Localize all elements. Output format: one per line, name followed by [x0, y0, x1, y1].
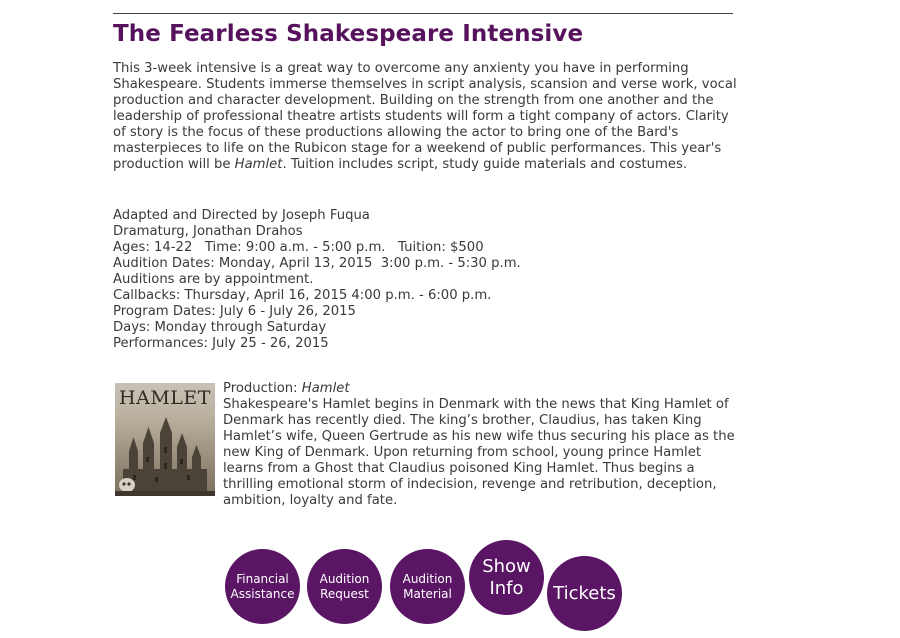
detail-audition-dates: Audition Dates: Monday, April 13, 2015 3:00 p.m. - 5:30 p.m.	[113, 256, 521, 271]
detail-ages-time-tuition: Ages: 14-22 Time: 9:00 a.m. - 5:00 p.m. Tuition: $500	[113, 240, 484, 255]
audition-material-button[interactable]	[390, 549, 465, 624]
detail-callbacks: Callbacks: Thursday, April 16, 2015 4:00 p.m. - 6:00 p.m.	[113, 288, 492, 303]
audition-request-line-2: Request	[320, 586, 369, 601]
detail-director: Adapted and Directed by Joseph Fuqua	[113, 208, 370, 223]
intro-text-start: This 3-week intensive is a great way to overcome any anxienty you have in performing Shakespeare. Students immerse themselves in script analysis, scansion and verse work, vocal production and character development. Building on the strength from one another and the leadership of professional theatre artists students will form a tight company of actors. Clarity of story is the focus of these productions allowing the actor to bring one of the Bard's masterpieces to life on the Rubicon stage for a weekend of public performances. This year's production will be	[113, 61, 737, 172]
audition-request-line-1: Audition	[319, 571, 370, 586]
audition-material-line-1: Audition	[402, 571, 453, 586]
program-details	[113, 208, 753, 352]
audition-material-line-2: Material	[403, 586, 452, 601]
show-info-label	[482, 556, 531, 600]
financial-assistance-button[interactable]	[225, 549, 300, 624]
poster-title: HAMLET	[119, 387, 211, 409]
detail-dramaturg: Dramaturg, Jonathan Drahos	[113, 224, 303, 239]
production-heading	[223, 381, 738, 397]
top-divider	[113, 13, 733, 14]
hamlet-poster-image	[115, 383, 215, 496]
financial-assistance-label	[231, 572, 295, 602]
financial-assistance-line-1: Financial	[236, 571, 289, 586]
tickets-label	[553, 583, 616, 605]
intro-paragraph	[113, 61, 738, 173]
audition-request-label	[320, 572, 370, 602]
detail-program-dates: Program Dates: July 6 - July 26, 2015	[113, 304, 356, 319]
tickets-button[interactable]	[547, 556, 622, 631]
production-play-title: Hamlet	[301, 381, 350, 396]
detail-days: Days: Monday through Saturday	[113, 320, 327, 335]
production-synopsis: Shakespeare's Hamlet begins in Denmark with the news that King Hamlet of Denmark has recently died. The king’s brother, Claudius, has taken King Hamlet’s wife, Queen Gertrude as his new wife thus securing his place as the new King of Denmark. Upon returning from school, young prince Hamlet learns from a Ghost that Claudius poisoned King Hamlet. Thus begins a thrilling emotional storm of indecision, revenge and retribution, deception, ambition, loyalty and fate.	[223, 397, 735, 508]
detail-performances: Performances: July 25 - 26, 2015	[113, 336, 329, 351]
audition-material-label	[403, 572, 453, 602]
production-block	[223, 381, 738, 509]
detail-appointment-note: Auditions are by appointment.	[113, 272, 314, 287]
show-info-line-2: Info	[489, 577, 524, 599]
financial-assistance-line-2: Assistance	[230, 586, 295, 601]
page-title: The Fearless Shakespeare Intensive	[113, 21, 584, 47]
intro-play-title: Hamlet	[234, 157, 283, 172]
intro-text-end: . Tuition includes script, study guide materials and costumes.	[282, 157, 688, 172]
production-label: Production:	[223, 381, 302, 396]
audition-request-button[interactable]	[307, 549, 382, 624]
show-info-line-1: Show	[482, 555, 531, 577]
tickets-line-1: Tickets	[553, 582, 616, 604]
show-info-button[interactable]	[469, 540, 544, 615]
castle-illustration	[115, 413, 215, 496]
